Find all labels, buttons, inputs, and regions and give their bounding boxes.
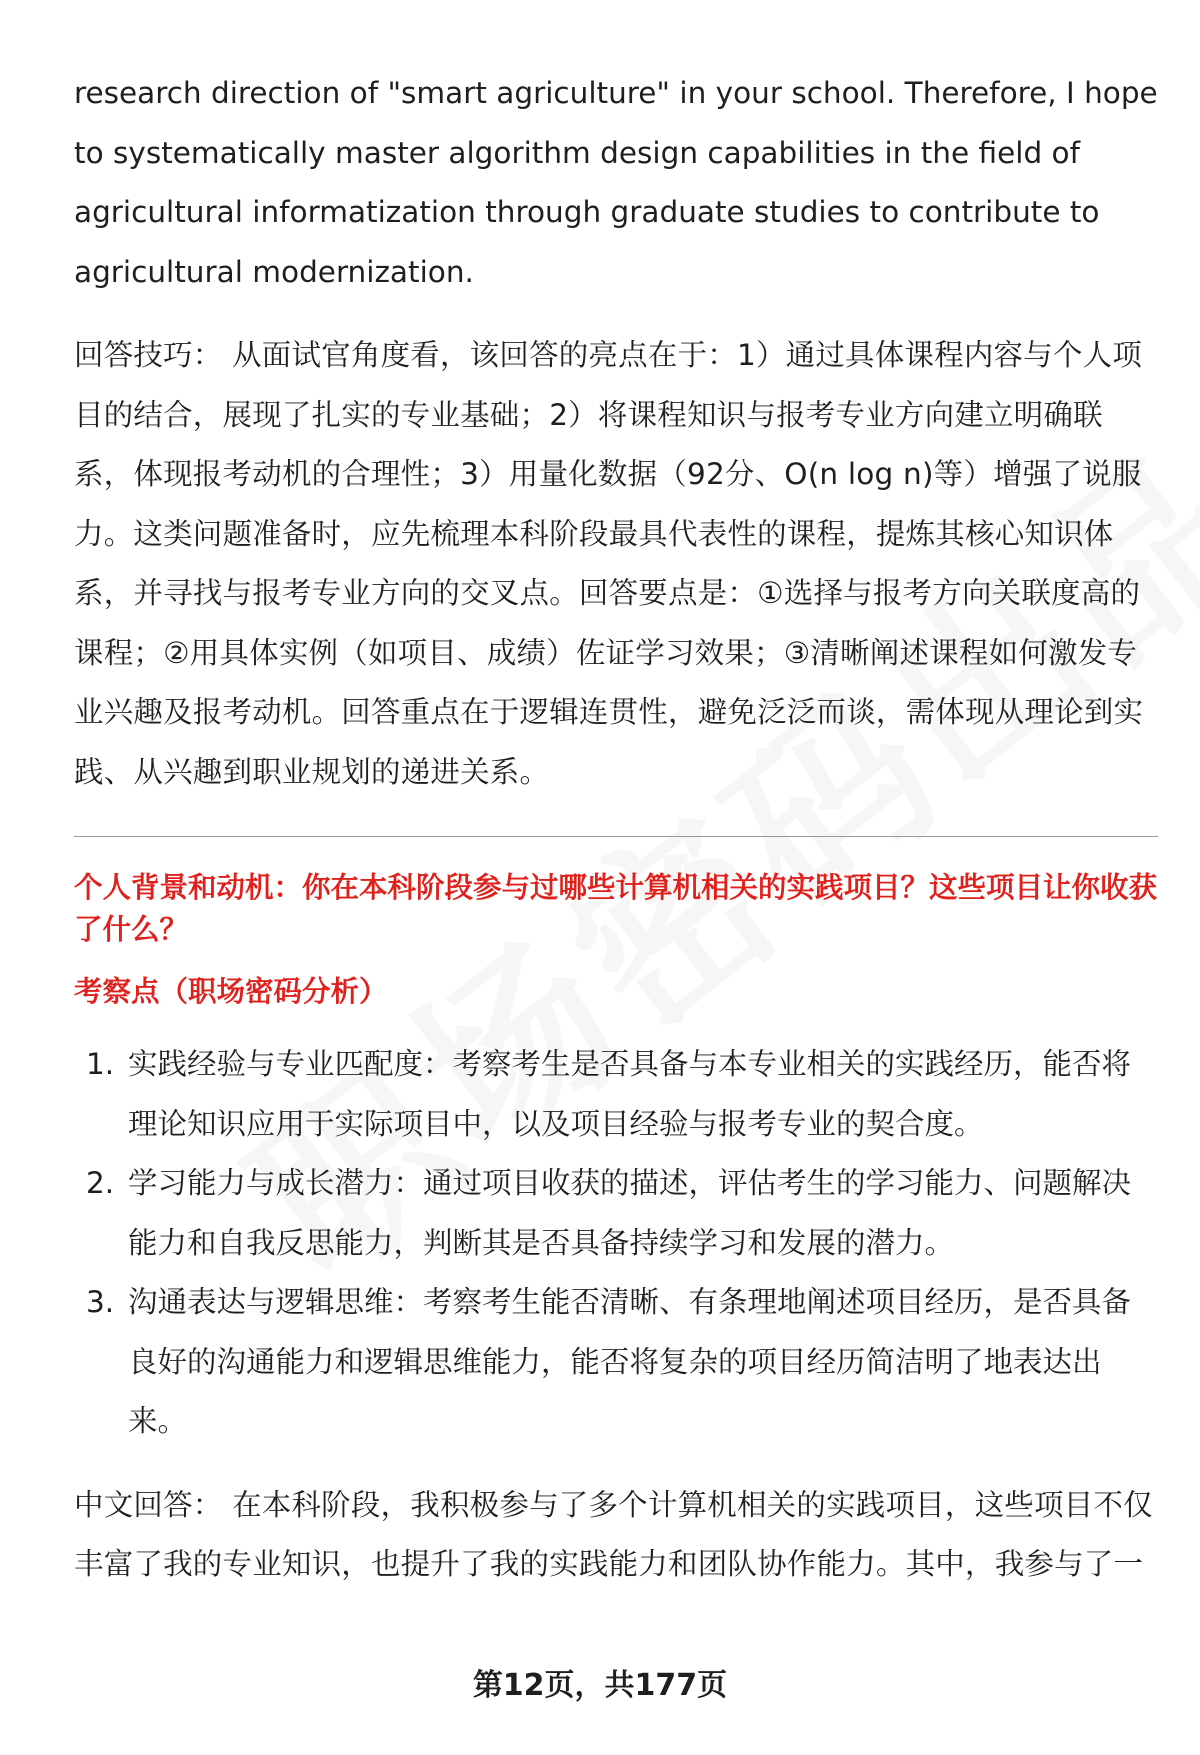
list-item-text: 实践经验与专业匹配度：考察考生是否具备与本专业相关的实践经历，能否将理论知识应用于实际项目中，以及项目经验与报考专业的契合度。	[128, 1047, 1132, 1141]
list-item	[74, 1035, 1158, 1154]
intro-english-paragraph: research direction of "smart agriculture" in your school. Therefore, I hope to systematically master algorithm design capabilities in the field of agricultural informatization through graduate studies to contribute to agricultural modernization.	[74, 76, 1158, 289]
list-item	[74, 1273, 1158, 1452]
list-item-text: 学习能力与成长潜力：通过项目收获的描述，评估考生的学习能力、问题解决能力和自我反思能力，判断其是否具备持续学习和发展的潜力。	[128, 1166, 1132, 1260]
page-number-footer: 第12页，共177页	[472, 1668, 728, 1703]
list-number: 3.	[86, 1285, 115, 1319]
list-item	[74, 1154, 1158, 1273]
assessment-heading: 考察点（职场密码分析）	[74, 975, 388, 1008]
list-item-text: 沟通表达与逻辑思维：考察考生能否清晰、有条理地阐述项目经历，是否具备良好的沟通能力和逻辑思维能力，能否将复杂的项目经历简洁明了地表达出来。	[128, 1285, 1132, 1438]
assessment-list	[74, 1035, 1158, 1452]
list-number: 2.	[86, 1166, 115, 1200]
answer-tips-paragraph: 回答技巧： 从面试官角度看，该回答的亮点在于：1）通过具体课程内容与个人项目的结合，展现了扎实的专业基础；2）将课程知识与报考专业方向建立明确联系，体现报考动机的合理性；3）用量化数据（92分、O(n log n)等）增强了说服力。这类问题准备时，应先梳理本科阶段最具代表性的课程，提炼其核心知识体系，并寻找与报考专业方向的交叉点。回答要点是：①选择与报考方向关联度高的课程；②用具体实例（如项目、成绩）佐证学习效果；③清晰阐述课程如何激发专业兴趣及报考动机。回答重点在于逻辑连贯性，避免泛泛而谈，需体现从理论到实践、从兴趣到职业规划的递进关系。	[74, 338, 1144, 789]
question-heading: 个人背景和动机：你在本科阶段参与过哪些计算机相关的实践项目？这些项目让你收获了什么？	[74, 871, 1158, 946]
list-number: 1.	[86, 1047, 115, 1081]
document-page	[74, 64, 1158, 1595]
chinese-answer-paragraph: 中文回答： 在本科阶段，我积极参与了多个计算机相关的实践项目，这些项目不仅丰富了我的专业知识，也提升了我的实践能力和团队协作能力。其中，我参与了一	[74, 1487, 1153, 1581]
